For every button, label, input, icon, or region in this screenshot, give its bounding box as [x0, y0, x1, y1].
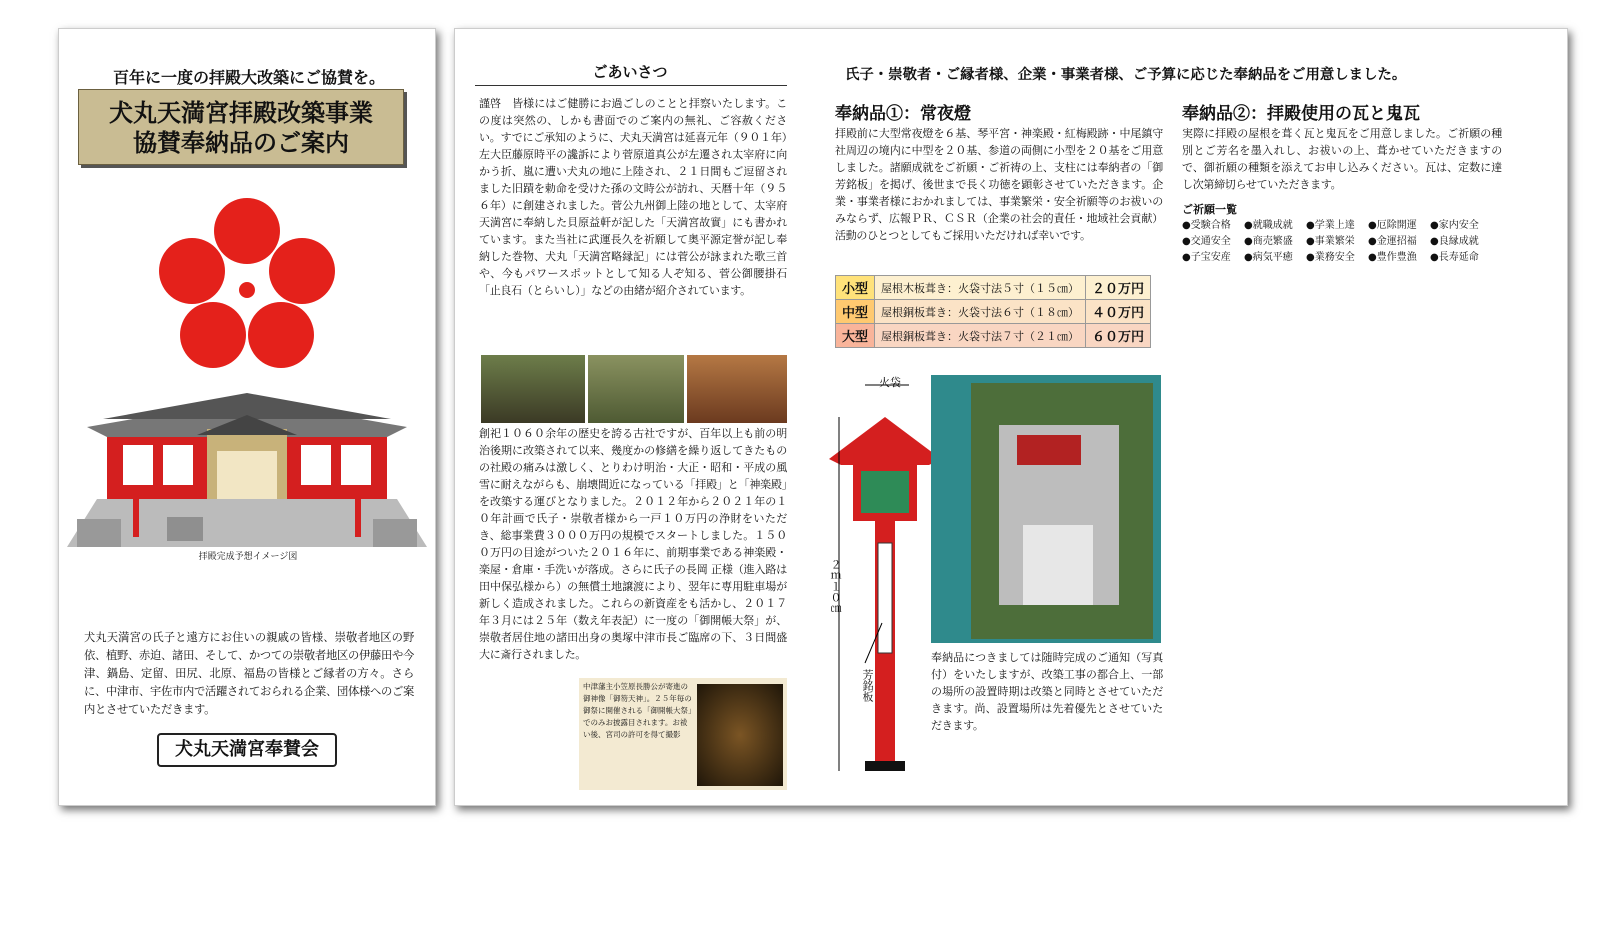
price: ２０万円	[1086, 276, 1151, 300]
statue-caption: 中津藩主小笠原長勝公が寄進の御神像「御笏天神」。２５年毎の御祭に開催される「御開帳大祭」でのみお披露目されます。お祓い後、宮司の許可を得て撮影	[583, 682, 692, 739]
wish-item: ●業務安全	[1306, 252, 1355, 263]
lantern-row-small	[836, 276, 1151, 300]
lantern-diagram	[825, 373, 945, 793]
cover-panel	[58, 28, 436, 806]
plum-blossom-emblem	[147, 187, 347, 387]
shrine-photo-1	[481, 355, 585, 423]
wish-item: ●豊作豊漁	[1368, 252, 1417, 263]
size-desc: 屋根銅板葺き：火袋寸法７寸（２１㎝）	[875, 324, 1086, 348]
wish-item: ●学業上達	[1306, 220, 1355, 231]
wish-list	[1182, 218, 1512, 266]
wish-item: ●良縁成就	[1430, 236, 1479, 247]
greeting-paragraph-2-tail	[479, 679, 577, 791]
statue-photo	[697, 684, 783, 786]
shrine-illustration	[67, 369, 427, 549]
inner-spread	[454, 28, 1568, 806]
shrine-photo-2	[588, 355, 684, 423]
greeting-title: ごあいさつ	[592, 63, 668, 81]
size-label: 中型	[836, 300, 875, 324]
cover-title-box	[78, 89, 404, 165]
lantern-row-medium	[836, 300, 1151, 324]
lantern-price-table	[835, 275, 1151, 348]
greeting-paragraph-1: 謹啓 皆様にはご健勝にお過ごしのことと拝察いたします。この度は突然の、しかも書面でのご案内の無礼、ご容赦ください。すでにご承知のように、犬丸天満宮は延喜元年（９０１年）左大臣藤原時平の讒訴により菅原道真公が左遷され太宰府に向かう折、嵐に遭い犬丸の地に上陸され、２１日間もご逗留されました旧蹟を勅命を受けた孫の文時公が訪れ、天暦十年（９５６年）に創建されました。菅公九州御上陸の地として、太宰府天満宮に奉納した貝原益軒が記した「天満宮故實」にも書かれています。また当社に武運長久を祈願して奥平源定誉が記し奉納した巻物、犬丸「天満宮略縁記」には菅公が詠まれた歌三首や、今もパワースポットとして知る人ぞ知る、菅公御腰掛石「止良石（とらいし）」などの由緒が紹介されています。	[479, 97, 787, 297]
cover-title-line-1: 犬丸天満宮拝殿改築事業	[109, 98, 373, 127]
price: ４０万円	[1086, 300, 1151, 324]
size-desc: 屋根木板葺き：火袋寸法５寸（１５㎝）	[875, 276, 1086, 300]
wish-item: ●病気平癒	[1244, 252, 1293, 263]
shrine-photo-3	[687, 355, 787, 423]
wish-item: ●子宝安産	[1182, 252, 1231, 263]
wish-item: ●交通安全	[1182, 236, 1231, 247]
wish-item: ●家内安全	[1430, 220, 1479, 231]
cover-title-line-2: 協賛奉納品のご案内	[133, 128, 349, 157]
offerings-header: 氏子・崇敬者・ご縁者様、企業・事業者様、ご予算に応じた奉納品をご用意しました。	[845, 66, 1407, 83]
size-label: 大型	[836, 324, 875, 348]
wish-item: ●金運招福	[1368, 236, 1417, 247]
lantern-label-height: ２ｍ１０㎝	[829, 559, 842, 614]
wish-list-title: ご祈願一覧	[1182, 203, 1237, 216]
cover-tagline: 百年に一度の拝殿大改築にご協賛を。	[112, 68, 385, 87]
precinct-aerial-map	[931, 375, 1161, 643]
offering2-title: 奉納品②：拝殿使用の瓦と鬼瓦	[1182, 104, 1420, 124]
wish-item: ●事業繁栄	[1306, 236, 1355, 247]
organizer-name: 犬丸天満宮奉賛会	[157, 733, 337, 767]
wish-item: ●就職成就	[1244, 220, 1293, 231]
wish-item: ●長寿延命	[1430, 252, 1479, 263]
offering1-title: 奉納品①：常夜燈	[835, 104, 971, 124]
offering1-body: 拝殿前に大型常夜燈を６基、琴平宮・神楽殿・紅梅殿跡・中尾鎮守社周辺の境内に中型を２０基、参道の両側に小型を２０基をご用意しました。諸願成就をご祈願・ご祈祷の上、支柱には奉納者の「御芳銘板」を掲げ、後世まで長く功徳を顕彰させていただきます。企業・事業者様におかれましては、事業繁栄・安全祈願等のお祓いのみならず、広報ＰＲ、ＣＳＲ（企業の社会的責任・地域社会貢献）活動のひとつとしてもご採用いただければ幸いです。	[835, 127, 1163, 242]
wish-item: ●厄除開運	[1368, 220, 1417, 231]
wish-item: ●受験合格	[1182, 220, 1231, 231]
offering1-note: 奉納品につきましては随時完成のご通知（写真付）をいたしますが、改築工事の都合上、一部の場所の設置時期は改築と同時とさせていただきます。尚、設置場所は先着優先とさせていただきます。	[931, 651, 1163, 732]
greeting-paragraph-2: 創祀１０６０余年の歴史を誇る古社ですが、百年以上も前の明治後期に改築されて以来、幾度かの修繕を繰り返してきたものの社殿の痛みは激しく、とりわけ明治・大正・昭和・平成の風雪に耐えながらも、崩壊間近になっている「拝殿」と「神楽殿」を改築する運びとなりました。２０１２年から２０２１年の１０年計画で氏子・崇敬者様から一戸１０万円の浄財をいただき、総事業費３０００万円の規模でスタートしました。１５００万円の目途がついた２０１６年に、前期事業である神楽殿・楽屋・倉庫・手洗いが落成。さらに氏子の長岡 正様（進入路は田中保弘様から）の無償土地譲渡により、翌年に専用駐車場が新しく造成されました。これらの新資産をも活かし、２０１７年３月には２５年（数え年表記）に一度の「御開帳大祭」が、崇敬者居住地の諸田出身の奥塚中津市長ご臨席の下、３日間盛大に斎行されました。	[479, 427, 787, 661]
lantern-label-plate: 芳銘板	[861, 669, 874, 702]
lantern-label-fire-box: 火袋	[879, 376, 901, 389]
size-label: 小型	[836, 276, 875, 300]
greeting-rule	[475, 85, 787, 86]
illustration-caption: 拝殿完成予想イメージ図	[198, 552, 298, 562]
lantern-row-large	[836, 324, 1151, 348]
size-desc: 屋根銅板葺き：火袋寸法６寸（１８㎝）	[875, 300, 1086, 324]
offering2-body: 実際に拝殿の屋根を葺く瓦と鬼瓦をご用意しました。ご祈願の種別とご芳名を墨入れし、お祓いの上、葺かせていただきますので、御祈願の種類を添えてお申し込みください。瓦は、定数に達し次第締切らせていただきます。	[1182, 127, 1503, 191]
wish-item: ●商売繁盛	[1244, 236, 1293, 247]
cover-body-text: 犬丸天満宮の氏子と遠方にお住いの親戚の皆様、崇敬者地区の野依、植野、赤迫、諸田、そして、かつての崇敬者地区の伊藤田や今津、鍋島、定留、田尻、北原、福島の皆様とご縁者の方々。さらに、中津市、宇佐市内で活躍されておられる企業、団体様へのご案内とさせていただきます。	[84, 631, 414, 716]
price: ６０万円	[1086, 324, 1151, 348]
